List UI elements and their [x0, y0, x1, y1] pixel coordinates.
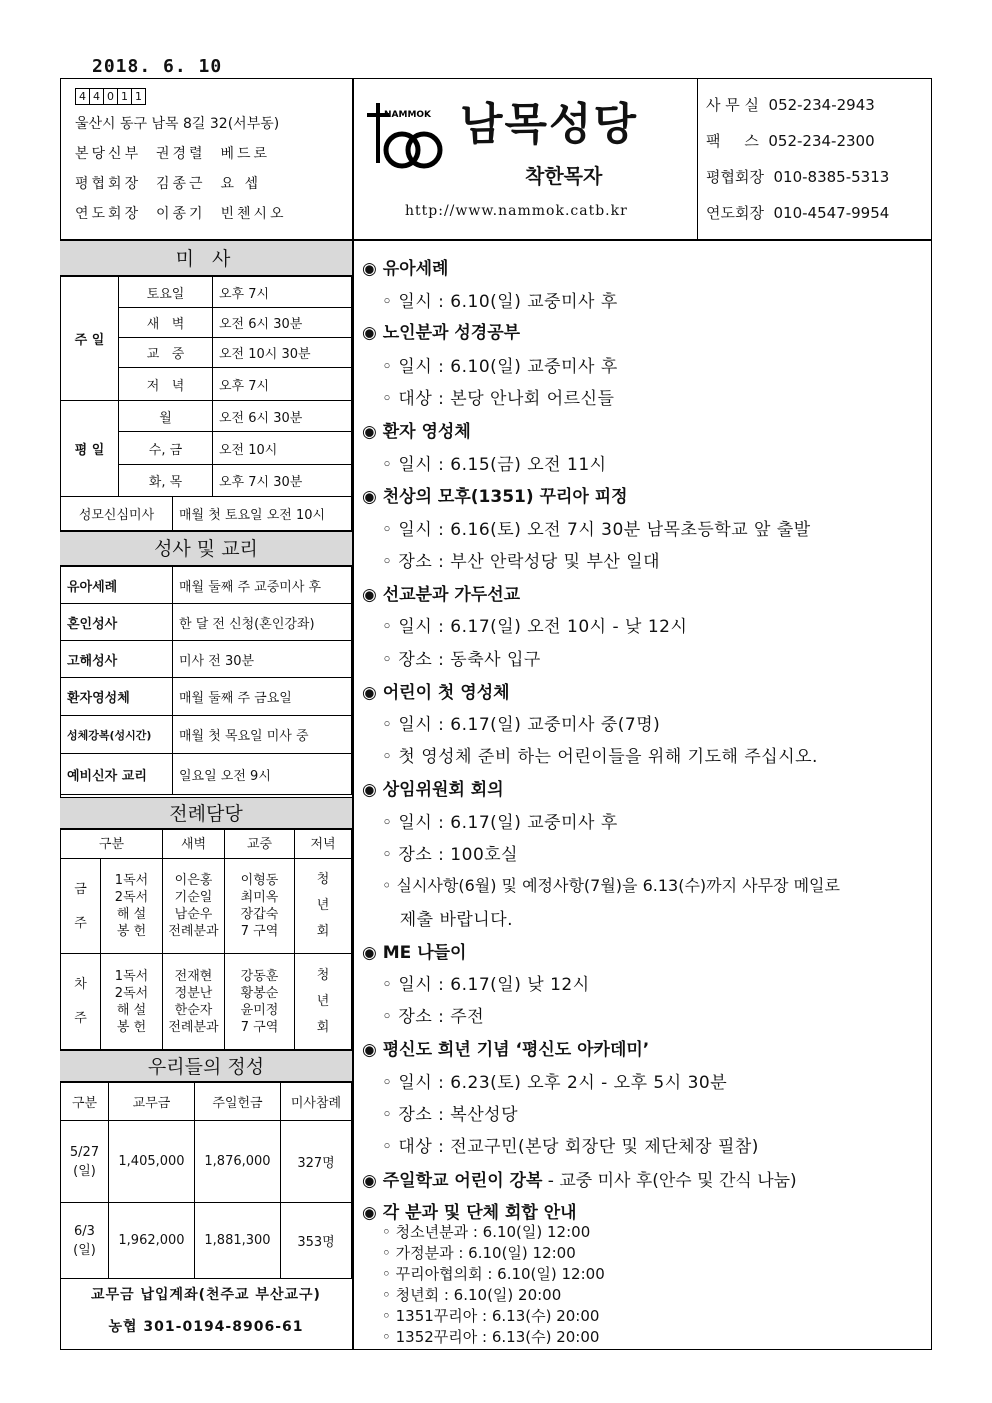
contacts [706, 92, 889, 236]
notice-line: ◦ 일시 : 6.16(토) 오전 7시 30분 남목초등학교 앞 출발 [382, 520, 811, 540]
notice-title-text: ◉ 주일학교 어린이 강복 [362, 1171, 543, 1191]
header-info [75, 88, 350, 229]
notice-line: ◦ 첫 영성체 준비 하는 어린이들을 위해 기도해 주십시오. [382, 747, 818, 767]
notice-title: ◉ 선교분과 가두선교 [362, 585, 521, 605]
notice-title: ◉ 유아세례 [362, 259, 449, 279]
mass-heading: 미 사 [60, 240, 352, 276]
sacrament-schedule: 매월 둘째 주 금요일 [173, 678, 352, 716]
notice-line: ◦ 일시 : 6.17(일) 낮 12시 [382, 975, 590, 995]
offering-col-header: 미사참례 [281, 1083, 352, 1121]
notice-title: ◉ 상임위원회 회의 [362, 780, 504, 800]
zip-digit: 4 [89, 88, 104, 105]
logo-text: NAMMOK [384, 110, 432, 120]
notice-title: ◉ ME 나들이 [362, 943, 467, 963]
mass-time-key: 저 녁 [119, 368, 213, 401]
liturgy-heading: 전례담당 [60, 797, 352, 829]
sacrament-schedule: 일요일 오전 9시 [173, 754, 352, 795]
notice-line: ◦ 일시 : 6.17(일) 교중미사 후 [382, 813, 618, 833]
notice-line: ◦ 장소 : 100호실 [382, 845, 519, 865]
mass-time-key: 토요일 [119, 277, 213, 308]
offering-sunday: 1,876,000 [195, 1121, 281, 1203]
notice-title [362, 1166, 797, 1191]
offering-sunday: 1,881,300 [195, 1203, 281, 1279]
contact-office: 사 무 실 052-234-2943 [706, 96, 875, 114]
mass-time-key: 교 중 [119, 338, 213, 368]
account-number: 농협 301-0194-8906-61 [108, 1319, 304, 1335]
column-divider [352, 78, 354, 1350]
sacrament-schedule: 매월 첫 목요일 미사 중 [173, 716, 352, 754]
marian-mass-value: 매월 첫 토요일 오전 10시 [173, 497, 352, 531]
notice-line: ◦ 장소 : 동축사 입구 [382, 650, 541, 670]
notice-line: ◦ 일시 : 6.10(일) 교중미사 후 [382, 357, 618, 377]
notice-title: ◉ 어린이 첫 영성체 [362, 683, 510, 703]
liturgy-col-header: 저녁 [295, 830, 352, 859]
meeting-item: ◦ 청년회 : 6.10(일) 20:00 [382, 1286, 562, 1304]
address: 울산시 동구 남목 8길 32(서부동) [75, 116, 280, 132]
sacrament-schedule: 매월 둘째 주 교중미사 후 [173, 567, 352, 604]
mass-time-value: 오후 7시 [213, 277, 352, 308]
offering-attendance: 353명 [281, 1203, 352, 1279]
meeting-item: ◦ 꾸리아협의회 : 6.10(일) 12:00 [382, 1265, 605, 1283]
liturgy-main: 강동훈 황봉순 윤미정 7 구역 [225, 954, 295, 1050]
liturgy-roles: 1독서 2독서 해 설 봉 헌 [101, 859, 163, 954]
mass-time-value: 오후 7시 30분 [213, 465, 352, 497]
liturgy-evening: 청 년 회 [295, 859, 352, 954]
church-subtitle: 착한목자 [525, 164, 603, 188]
offering-col-header: 주일헌금 [195, 1083, 281, 1121]
zip-digit: 0 [103, 88, 118, 105]
weekday-label: 평 일 [61, 401, 119, 497]
mass-time-value: 오전 6시 30분 [213, 401, 352, 432]
liturgy-col-header: 교중 [225, 830, 295, 859]
sacrament-name: 고해성사 [61, 641, 173, 678]
mass-time-value: 오후 7시 [213, 368, 352, 401]
notice-line: ◦ 일시 : 6.15(금) 오전 11시 [382, 455, 607, 475]
offering-tithe: 1,405,000 [109, 1121, 195, 1203]
offering-date: 5/27 (일) [61, 1121, 109, 1203]
sunday-label: 주 일 [61, 277, 119, 401]
notice-line: ◦ 장소 : 복산성당 [382, 1105, 518, 1125]
sacrament-name: 유아세례 [61, 567, 173, 604]
liturgy-col-header: 구분 [61, 830, 163, 859]
liturgy-col-header: 새벽 [163, 830, 225, 859]
liturgy-dawn: 전재현 정분난 한순자 전례분과 [163, 954, 225, 1050]
mass-time-key: 새 벽 [119, 308, 213, 338]
sacraments-heading: 성사 및 교리 [60, 531, 352, 566]
church-name: 남목성당 [460, 99, 639, 150]
mass-time-value: 오전 10시 30분 [213, 338, 352, 368]
council-president: 평협회장 김종근 요 셉 [75, 176, 261, 192]
meeting-item: ◦ 1352꾸리아 : 6.13(수) 20:00 [382, 1328, 600, 1346]
liturgy-table [60, 829, 352, 1050]
mass-time-value: 오전 10시 [213, 432, 352, 465]
contact-memorial: 연도회장 010-4547-9954 [706, 204, 890, 222]
notice-line: ◦ 장소 : 주전 [382, 1007, 485, 1027]
meeting-item: ◦ 가정분과 : 6.10(일) 12:00 [382, 1244, 576, 1262]
next-week-label: 차 주 [61, 954, 101, 1050]
notice-line: ◦ 일시 : 6.17(일) 교중미사 중(7명) [382, 715, 661, 735]
contact-council: 평협회장 010-8385-5313 [706, 168, 890, 186]
liturgy-dawn: 이은홍 기순일 남순우 전례분과 [163, 859, 225, 954]
sacrament-name: 환자영성체 [61, 678, 173, 716]
notice-title: ◉ 천상의 모후(1351) 꾸리아 피정 [362, 487, 628, 507]
offering-tithe: 1,962,000 [109, 1203, 195, 1279]
notice-line: ◦ 일시 : 6.23(토) 오후 2시 - 오후 5시 30분 [382, 1073, 728, 1093]
offerings-heading: 우리들의 정성 [60, 1050, 352, 1082]
zip-digit: 1 [117, 88, 132, 105]
sacrament-schedule: 한 달 전 신청(혼인강좌) [173, 604, 352, 641]
mass-time-value: 오전 6시 30분 [213, 308, 352, 338]
meeting-item: ◦ 1351꾸리아 : 6.13(수) 20:00 [382, 1307, 600, 1325]
notice-title: ◉ 평신도 희년 기념 ‘평신도 아카데미’ [362, 1040, 650, 1060]
zip-digit: 4 [75, 88, 90, 105]
notice-line: ◦ 장소 : 부산 안락성당 및 부산 일대 [382, 552, 661, 572]
marian-mass-key: 성모신심미사 [61, 497, 173, 531]
notice-title-tail: - 교중 미사 후(안수 및 간식 나눔) [542, 1171, 797, 1191]
offering-col-header: 교무금 [109, 1083, 195, 1121]
offerings-table [60, 1082, 352, 1279]
notice-line: 제출 바랍니다. [382, 910, 514, 930]
memorial-president: 연도회장 이종기 빈첸시오 [75, 206, 287, 222]
account-title: 교무금 납입계좌(천주교 부산교구) [91, 1287, 321, 1303]
offering-attendance: 327명 [281, 1121, 352, 1203]
notice-title: ◉ 환자 영성체 [362, 422, 471, 442]
this-week-label: 금 주 [61, 859, 101, 954]
notice-title: ◉ 각 분과 및 단체 회합 안내 [362, 1203, 577, 1223]
zip-code [75, 88, 350, 105]
notice-title: ◉ 노인분과 성경공부 [362, 323, 521, 343]
offering-col-header: 구분 [61, 1083, 109, 1121]
mass-table [60, 276, 352, 497]
sacrament-name: 성체강복(성시간) [61, 716, 173, 754]
mass-time-key: 월 [119, 401, 213, 432]
sacrament-schedule: 미사 전 30분 [173, 641, 352, 678]
meeting-list [382, 1222, 605, 1348]
zip-digit: 1 [131, 88, 146, 105]
notice-line: ◦ 대상 : 본당 안나회 어르신들 [382, 389, 615, 409]
liturgy-roles: 1독서 2독서 해 설 봉 헌 [101, 954, 163, 1050]
notice-line: ◦ 대상 : 전교구민(본당 회장단 및 제단체장 필참) [382, 1137, 759, 1157]
notice-line: ◦ 일시 : 6.17(일) 오전 10시 - 낮 12시 [382, 617, 688, 637]
notice-line: ◦ 실시사항(6월) 및 예정사항(7월)을 6.13(수)까지 사무장 메일로 [382, 876, 840, 895]
liturgy-main: 이형동 최미옥 장갑숙 7 구역 [225, 859, 295, 954]
meeting-item: ◦ 청소년분과 : 6.10(일) 12:00 [382, 1223, 591, 1241]
header-right-divider [697, 78, 698, 239]
notice-line: ◦ 일시 : 6.10(일) 교중미사 후 [382, 292, 618, 312]
marian-mass-table [60, 496, 352, 531]
liturgy-evening: 청 년 회 [295, 954, 352, 1050]
contact-fax: 팩 스 052-234-2300 [706, 132, 875, 150]
bulletin-date: 2018. 6. 10 [92, 56, 223, 77]
mass-time-key: 수, 금 [119, 432, 213, 465]
mass-time-key: 화, 목 [119, 465, 213, 497]
sacrament-name: 혼인성사 [61, 604, 173, 641]
church-url[interactable]: http://www.nammok.catb.kr [405, 203, 628, 219]
church-logo-icon [362, 95, 452, 175]
sacrament-name: 예비신자 교리 [61, 754, 173, 795]
sacraments-table [60, 566, 352, 795]
offering-date: 6/3 (일) [61, 1203, 109, 1279]
pastor: 본당신부 권경렬 베드로 [75, 146, 271, 162]
